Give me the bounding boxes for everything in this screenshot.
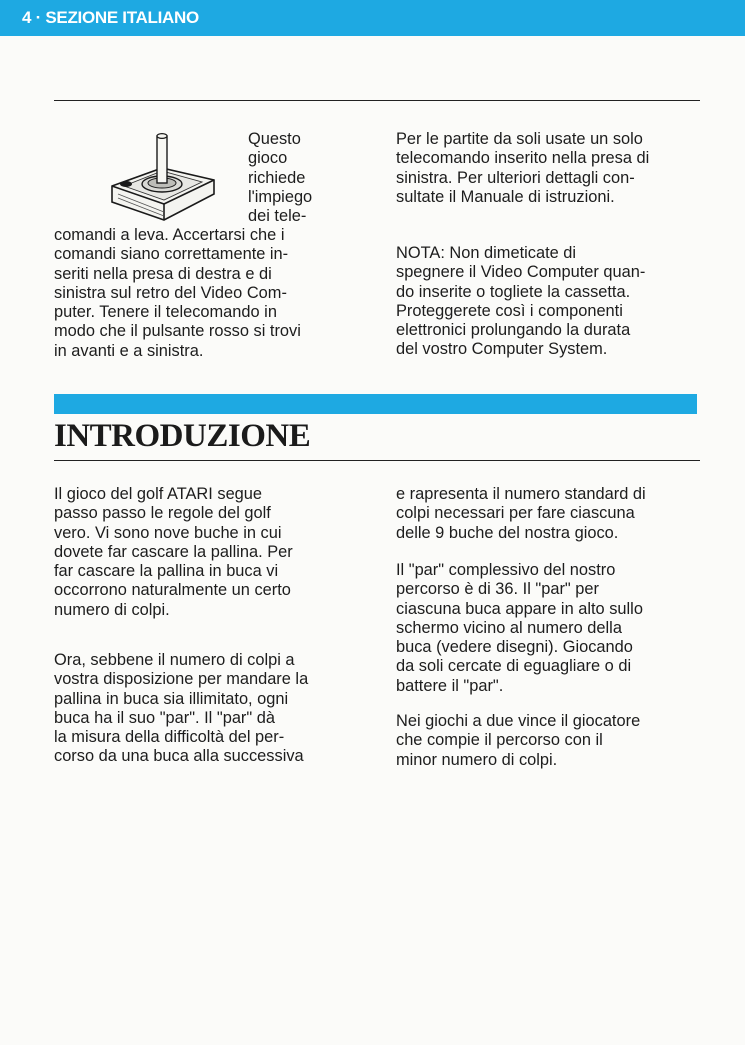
text-line: NOTA: Non dimeticate di <box>396 244 577 262</box>
text-line: numero di colpi. <box>54 600 170 619</box>
top-divider <box>54 100 700 101</box>
text-line: vero. Vi sono nove buche in cui <box>54 523 282 542</box>
text-line: Nei giochi a due vince il giocatore <box>396 712 641 730</box>
controller-wrap-text <box>248 130 348 226</box>
text-line: l'impiego <box>248 187 313 206</box>
text-line: seriti nella presa di destra e di <box>54 264 272 283</box>
text-line: colpi necessari per fare ciascuna <box>396 504 635 523</box>
intro-paragraph-2 <box>54 651 354 767</box>
text-line: Il "par" complessivo del nostro <box>396 561 616 579</box>
note-paragraph <box>396 244 706 360</box>
text-line: sultate il Manuale di istruzioni. <box>396 187 615 206</box>
text-line: occorrono naturalmente un certo <box>54 581 291 600</box>
text-line: e rapresenta il numero standard di <box>396 485 646 503</box>
text-line: da soli cercate di eguagliare o di <box>396 657 632 676</box>
text-line: richiede <box>248 168 306 187</box>
text-line: pallina in buca sia illimitato, ogni <box>54 689 289 708</box>
text-line: del vostro Computer System. <box>396 340 608 359</box>
text-line: percorso è di 36. Il "par" per <box>396 580 599 599</box>
text-line: Proteggerete così i componenti <box>396 301 623 320</box>
text-line: comandi a leva. Accertarsi che i <box>54 226 285 244</box>
text-line: puter. Tenere il telecomando in <box>54 303 277 322</box>
intro-paragraph-5 <box>396 712 706 770</box>
text-line: corso da una buca alla successiva <box>54 747 304 766</box>
text-line: dei tele- <box>248 207 307 226</box>
text-line: buca (vedere disegni). Giocando <box>396 638 633 657</box>
text-line: minor numero di colpi. <box>396 750 558 769</box>
text-line: spegnere il Video Computer quan- <box>396 263 646 282</box>
text-line: Per le partite da soli usate un solo <box>396 130 643 148</box>
text-line: elettronici prolungando la durata <box>396 321 631 340</box>
single-player-paragraph <box>396 130 706 207</box>
text-line: vostra disposizione per mandare la <box>54 670 309 689</box>
section-band <box>54 394 697 414</box>
page-header-title: 4 · SEZIONE ITALIANO <box>22 8 199 27</box>
text-line: dovete far cascare la pallina. Per <box>54 542 293 561</box>
text-line: la misura della difficoltà del per- <box>54 728 285 747</box>
text-line: modo che il pulsante rosso si trovi <box>54 322 301 341</box>
text-line: sinistra. Per ulteriori dettagli con- <box>396 168 635 187</box>
text-line: gioco <box>248 149 288 168</box>
text-line: in avanti e a sinistra. <box>54 341 204 360</box>
text-line: che compie il percorso con il <box>396 731 603 750</box>
joystick-icon <box>104 128 238 228</box>
section-title: INTRODUZIONE <box>54 418 311 454</box>
text-line: delle 9 buche del nostra gioco. <box>396 523 619 542</box>
controller-paragraph <box>54 226 354 361</box>
intro-paragraph-3 <box>396 485 706 543</box>
text-line: Ora, sebbene il numero di colpi a <box>54 651 295 669</box>
text-line: passo passo le regole del golf <box>54 504 271 523</box>
text-line: far cascare la pallina in buca vi <box>54 562 279 581</box>
text-line: telecomando inserito nella presa di <box>396 149 650 168</box>
section-divider <box>54 460 700 461</box>
intro-paragraph-1 <box>54 485 354 620</box>
text-line: battere il "par". <box>396 676 504 695</box>
text-line: do inserite o togliete la cassetta. <box>396 282 631 301</box>
text-line: comandi siano correttamente in- <box>54 245 289 264</box>
text-line: ciascuna buca appare in alto sullo <box>396 599 643 618</box>
text-line: Il gioco del golf ATARI segue <box>54 485 263 503</box>
text-line: buca ha il suo "par". Il "par" dà <box>54 708 275 727</box>
text-line: sinistra sul retro del Video Com- <box>54 283 287 302</box>
text-line: Questo <box>248 130 301 148</box>
text-line: schermo vicino al numero della <box>396 618 622 637</box>
intro-paragraph-4 <box>396 561 706 696</box>
